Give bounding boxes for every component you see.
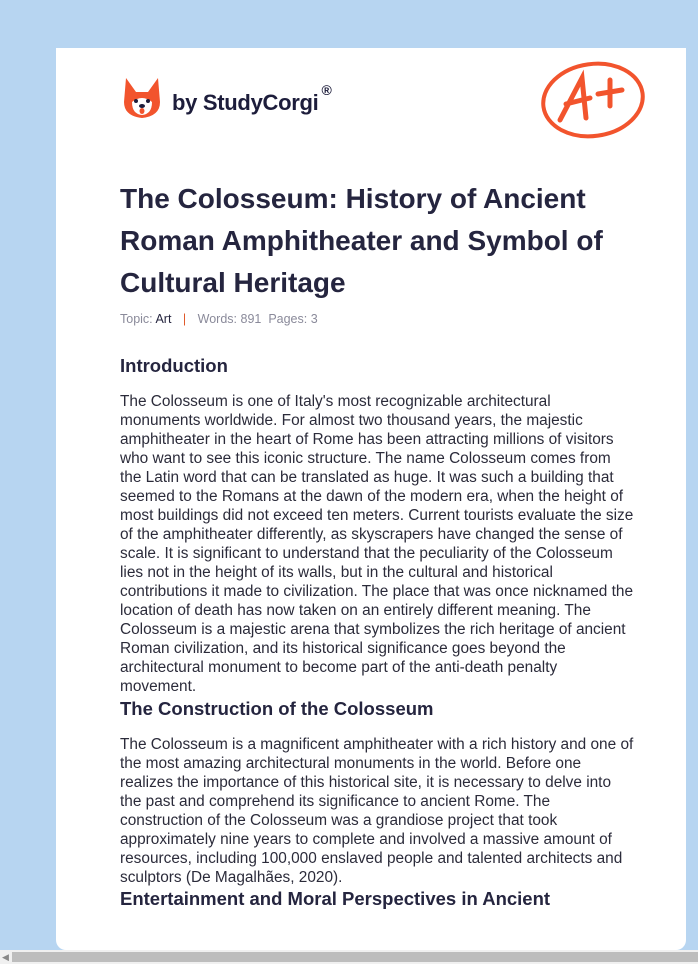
brand-name: [172, 82, 332, 116]
a-plus-grade-icon: [538, 58, 648, 140]
studycorgi-logo[interactable]: [122, 76, 331, 120]
corgi-icon: [122, 76, 162, 120]
article-meta: [120, 312, 318, 326]
section-paragraph: The Colosseum is one of Italy's most recognizable architectural monuments worldwide. For almost two thousand years, the majestic amphitheater in the heart of Rome has been attracting millions of visitors who want to see this iconic structure. The name Colosseum comes from the Latin word that can be translated as huge. It was such a building that seemed to the Romans at the dawn of the modern era, when the height of most buildings did not exceed ten meters. Current tourists evaluate the size of the amphitheater differently, as skyscrapers have changed the sense of scale. It is significant to understand that the peculiarity of the Colosseum lies not in the height of its walls, but in the cultural and historical contributions it made to civilization. The place that was once nicknamed the location of death has now taken on an entirely different meaning. The Colosseum is a majestic arena that symbolizes the rich heritage of ancient Roman civilization, and its historical significance goes beyond the architectural monument to become part of the anti-death penalty movement.: [120, 393, 634, 695]
meta-separator: |: [182, 312, 187, 326]
topic-link[interactable]: Art: [155, 312, 172, 326]
section-heading: Entertainment and Moral Perspectives in Ancient: [120, 888, 551, 909]
brand-text: by StudyCorgi: [172, 90, 319, 115]
scroll-left-icon[interactable]: ◀: [2, 952, 9, 962]
scrollbar-thumb[interactable]: [12, 952, 698, 962]
article-body: [120, 354, 634, 925]
horizontal-scrollbar[interactable]: [0, 950, 698, 964]
section-heading: Introduction: [120, 355, 228, 376]
topic-label: Topic:: [120, 312, 153, 326]
page-count: Pages: 3: [268, 312, 318, 326]
section-paragraph: The Colosseum is a magnificent amphitheater with a rich history and one of the most amazing architectural monuments in the world. Before one realizes the importance of this historical site, it is necessary to delve into the past and comprehend its significance to ancient Rome. The construction of the Colosseum was a grandiose project that took approximately nine years to complete and involved a massive amount of resources, including 100,000 enslaved people and talented architects and sculptors (De Magalhães, 2020).: [120, 736, 634, 886]
page-title: The Colosseum: History of Ancient Roman Amphitheater and Symbol of Cultural Heritage: [120, 183, 603, 298]
document-card: [56, 48, 686, 950]
registered-mark: ®: [321, 82, 332, 98]
word-count: Words: 891: [197, 312, 262, 326]
section-heading: The Construction of the Colosseum: [120, 698, 434, 719]
